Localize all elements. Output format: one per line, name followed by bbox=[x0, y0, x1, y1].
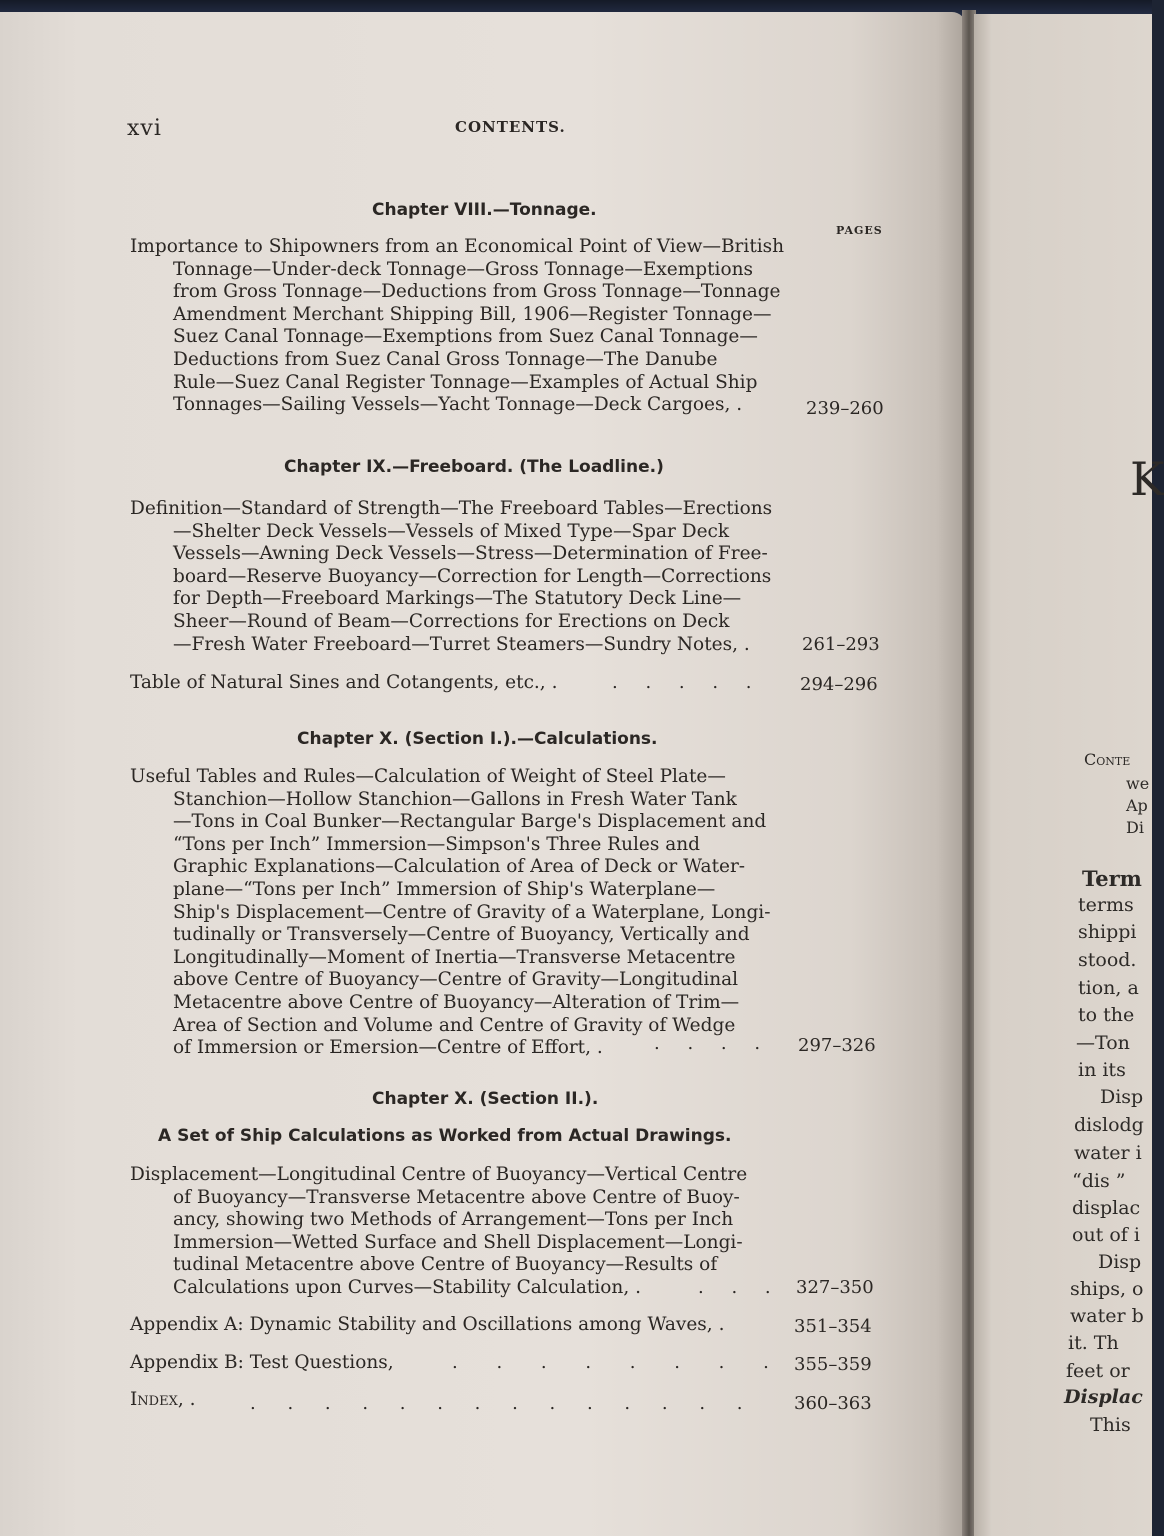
right-page-text: dislodg bbox=[1074, 1114, 1144, 1136]
chapter-heading: Chapter IX.—Freeboard. (The Loadline.) bbox=[284, 457, 664, 477]
right-page-text: —Ton bbox=[1076, 1032, 1130, 1054]
dot-leader: . . . bbox=[698, 1277, 771, 1298]
entry-line: tudinal Metacentre above Centre of Buoyancy—Results of bbox=[173, 1254, 718, 1276]
dot-leader: . . . . . . . . bbox=[452, 1352, 769, 1373]
right-page-text: in its bbox=[1078, 1059, 1126, 1081]
page-range: 355–359 bbox=[794, 1354, 872, 1375]
page-range: 261–293 bbox=[802, 634, 880, 655]
entry-line: Suez Canal Tonnage—Exemptions from Suez Canal Tonnage— bbox=[173, 326, 758, 348]
dot-leader: . . . . . . . . . . . . . . bbox=[250, 1393, 743, 1414]
page-title: CONTENTS. bbox=[455, 118, 566, 136]
entry-line: Calculations upon Curves—Stability Calculation, . bbox=[173, 1276, 641, 1298]
right-page-text: displac bbox=[1072, 1197, 1141, 1219]
right-page-text: Conte bbox=[1084, 750, 1131, 769]
chapter-description bbox=[130, 498, 772, 656]
entry-line: Definition—Standard of Strength—The Freeboard Tables—Erections bbox=[130, 498, 773, 519]
entry-line: Displacement—Longitudinal Centre of Buoyancy—Vertical Centre bbox=[130, 1164, 748, 1185]
chapter-description bbox=[130, 766, 770, 1060]
right-page-text: Ap bbox=[1126, 796, 1148, 815]
page-range: 239–260 bbox=[806, 398, 884, 419]
right-page-text: Disp bbox=[1100, 1086, 1144, 1108]
entry-line: —Fresh Water Freeboard—Turret Steamers—Sundry Notes, . bbox=[173, 633, 750, 655]
right-page-text: stood. bbox=[1078, 949, 1137, 971]
right-page-large-letter: K bbox=[1130, 452, 1164, 506]
pages-column-label: PAGES bbox=[836, 224, 883, 237]
page-range: 297–326 bbox=[798, 1035, 876, 1056]
right-page-text: to the bbox=[1078, 1004, 1135, 1026]
entry-line: ancy, showing two Methods of Arrangement—Tons per Inch bbox=[173, 1209, 734, 1231]
right-page-text: Di bbox=[1126, 818, 1144, 837]
chapter-description bbox=[130, 236, 784, 417]
right-page-text: terms bbox=[1078, 894, 1134, 916]
entry-line: for Depth—Freeboard Markings—The Statutory Deck Line— bbox=[173, 588, 742, 610]
entry-line: Graphic Explanations—Calculation of Area of Deck or Water- bbox=[173, 856, 746, 878]
chapter-heading: Chapter X. (Section II.). bbox=[372, 1089, 599, 1109]
right-page-text: This bbox=[1090, 1414, 1131, 1436]
page-range: 351–354 bbox=[794, 1316, 872, 1337]
dot-leader: . . . . bbox=[654, 1033, 761, 1054]
page-range: 360–363 bbox=[794, 1393, 872, 1414]
entry-line: from Gross Tonnage—Deductions from Gross Tonnage—Tonnage bbox=[173, 281, 781, 303]
right-page-text: feet or bbox=[1066, 1360, 1130, 1382]
right-page-text: tion, a bbox=[1078, 977, 1139, 999]
entry-line: tudinally or Transversely—Centre of Buoyancy, Vertically and bbox=[173, 924, 750, 946]
dot-leader: . . . . . bbox=[612, 672, 752, 693]
entry-line: Tonnages—Sailing Vessels—Yacht Tonnage—Deck Cargoes, . bbox=[173, 394, 743, 416]
entry-line: of Buoyancy—Transverse Metacentre above Centre of Buoy- bbox=[173, 1186, 740, 1208]
right-page-text: Term bbox=[1082, 866, 1142, 891]
contents-entry: Table of Natural Sines and Cotangents, etc., . bbox=[130, 672, 558, 693]
right-page-text: “dis ” bbox=[1072, 1170, 1126, 1192]
right-page-text: water i bbox=[1074, 1142, 1142, 1164]
chapter-subheading: A Set of Ship Calculations as Worked from Actual Drawings. bbox=[158, 1126, 732, 1146]
entry-line: “Tons per Inch” Immersion—Simpson's Three Rules and bbox=[173, 833, 701, 855]
entry-line: Importance to Shipowners from an Economical Point of View—British bbox=[130, 236, 785, 257]
entry-line: Amendment Merchant Shipping Bill, 1906—Register Tonnage— bbox=[173, 303, 772, 325]
right-page-text: Disp bbox=[1098, 1251, 1142, 1273]
entry-line: Ship's Displacement—Centre of Gravity of a Waterplane, Longi- bbox=[173, 901, 771, 923]
entry-line: Tonnage—Under-deck Tonnage—Gross Tonnage—Exemptions bbox=[173, 258, 754, 280]
right-page-text: out of i bbox=[1072, 1224, 1140, 1246]
entry-line: Metacentre above Centre of Buoyancy—Alteration of Trim— bbox=[173, 991, 740, 1013]
entry-line: Immersion—Wetted Surface and Shell Displacement—Longi- bbox=[173, 1231, 743, 1253]
entry-line: Longitudinally—Moment of Inertia—Transverse Metacentre bbox=[173, 946, 736, 968]
entry-line: Sheer—Round of Beam—Corrections for Erections on Deck bbox=[173, 610, 730, 632]
page-range: 327–350 bbox=[796, 1277, 874, 1298]
entry-line: Vessels—Awning Deck Vessels—Stress—Determination of Free- bbox=[173, 543, 768, 565]
chapter-heading: Chapter X. (Section I.).—Calculations. bbox=[297, 729, 658, 749]
chapter-heading: Chapter VIII.—Tonnage. bbox=[372, 200, 597, 220]
right-page-text: ships, o bbox=[1070, 1278, 1144, 1300]
chapter-description bbox=[130, 1164, 747, 1300]
right-page-text: Displac bbox=[1064, 1386, 1143, 1408]
entry-line: —Shelter Deck Vessels—Vessels of Mixed Type—Spar Deck bbox=[173, 520, 730, 542]
entry-line: plane—“Tons per Inch” Immersion of Ship's Waterplane— bbox=[173, 878, 716, 900]
entry-line: board—Reserve Buoyancy—Correction for Length—Corrections bbox=[173, 565, 772, 587]
contents-entry: Appendix B: Test Questions, bbox=[130, 1352, 394, 1373]
right-page bbox=[974, 14, 1164, 1536]
right-page-text: it. Th bbox=[1068, 1332, 1119, 1354]
entry-line: of Immersion or Emersion—Centre of Effort, . bbox=[173, 1037, 603, 1059]
entry-line: Useful Tables and Rules—Calculation of Weight of Steel Plate— bbox=[130, 766, 726, 787]
entry-line: Stanchion—Hollow Stanchion—Gallons in Fresh Water Tank bbox=[173, 788, 737, 810]
entry-line: Rule—Suez Canal Register Tonnage—Examples of Actual Ship bbox=[173, 371, 758, 393]
entry-line: above Centre of Buoyancy—Centre of Gravity—Longitudinal bbox=[173, 969, 739, 991]
entry-line: Area of Section and Volume and Centre of Gravity of Wedge bbox=[173, 1014, 736, 1036]
right-page-text: we bbox=[1126, 774, 1150, 793]
right-page-text: shippi bbox=[1078, 921, 1137, 943]
entry-line: —Tons in Coal Bunker—Rectangular Barge's Displacement and bbox=[173, 811, 767, 833]
contents-entry: Index, . bbox=[130, 1389, 196, 1410]
page-range: 294–296 bbox=[800, 674, 878, 695]
page-number: xvi bbox=[127, 116, 162, 141]
contents-entry: Appendix A: Dynamic Stability and Oscillations among Waves, . bbox=[130, 1314, 725, 1335]
entry-line: Deductions from Suez Canal Gross Tonnage—The Danube bbox=[173, 348, 718, 370]
right-page-text: water b bbox=[1070, 1305, 1144, 1327]
